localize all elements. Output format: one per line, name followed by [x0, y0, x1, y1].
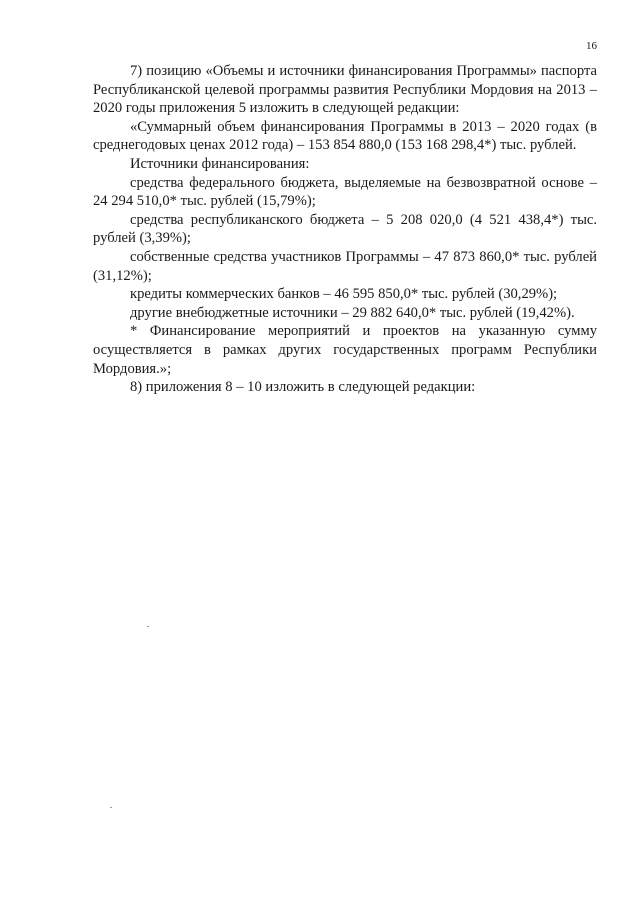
scan-artifact	[147, 626, 149, 627]
scan-artifact	[110, 807, 112, 808]
paragraph-total-funding: «Суммарный объем финансирования Программы в 2013 – 2020 годах (в среднегодовых ценах 2012 года) – 153 854 880,0 (153 168 298,4*) тыс. рублей.	[93, 118, 597, 154]
paragraph-item-7: 7) позицию «Объемы и источники финансирования Программы» паспорта Республиканской целевой программы развития Республики Мордовия на 2013 – 2020 годы приложения 5 изложить в следующей редакции:	[93, 63, 597, 117]
paragraph-republican-budget: средства республиканского бюджета – 5 208 020,0 (4 521 438,4*) тыс. рублей (3,39%);	[93, 211, 597, 247]
paragraph-footnote: * Финансирование мероприятий и проектов на указанную сумму осуществляется в рамках других государственных программ Республики Мордовия.»;	[93, 323, 597, 377]
page-number: 16	[586, 40, 597, 52]
paragraph-own-funds: собственные средства участников Программы – 47 873 860,0* тыс. рублей (31,12%);	[93, 248, 597, 284]
paragraph-federal-budget: средства федерального бюджета, выделяемые на безвозвратной основе – 24 294 510,0* тыс. рублей (15,79%);	[93, 174, 597, 210]
document-body	[93, 62, 597, 397]
paragraph-bank-loans: кредиты коммерческих банков – 46 595 850,0* тыс. рублей (30,29%);	[130, 286, 558, 303]
paragraph-other-sources: другие внебюджетные источники – 29 882 640,0* тыс. рублей (19,42%).	[130, 304, 575, 321]
paragraph-funding-sources: Источники финансирования:	[130, 155, 310, 172]
paragraph-item-8: 8) приложения 8 – 10 изложить в следующей редакции:	[130, 379, 476, 396]
